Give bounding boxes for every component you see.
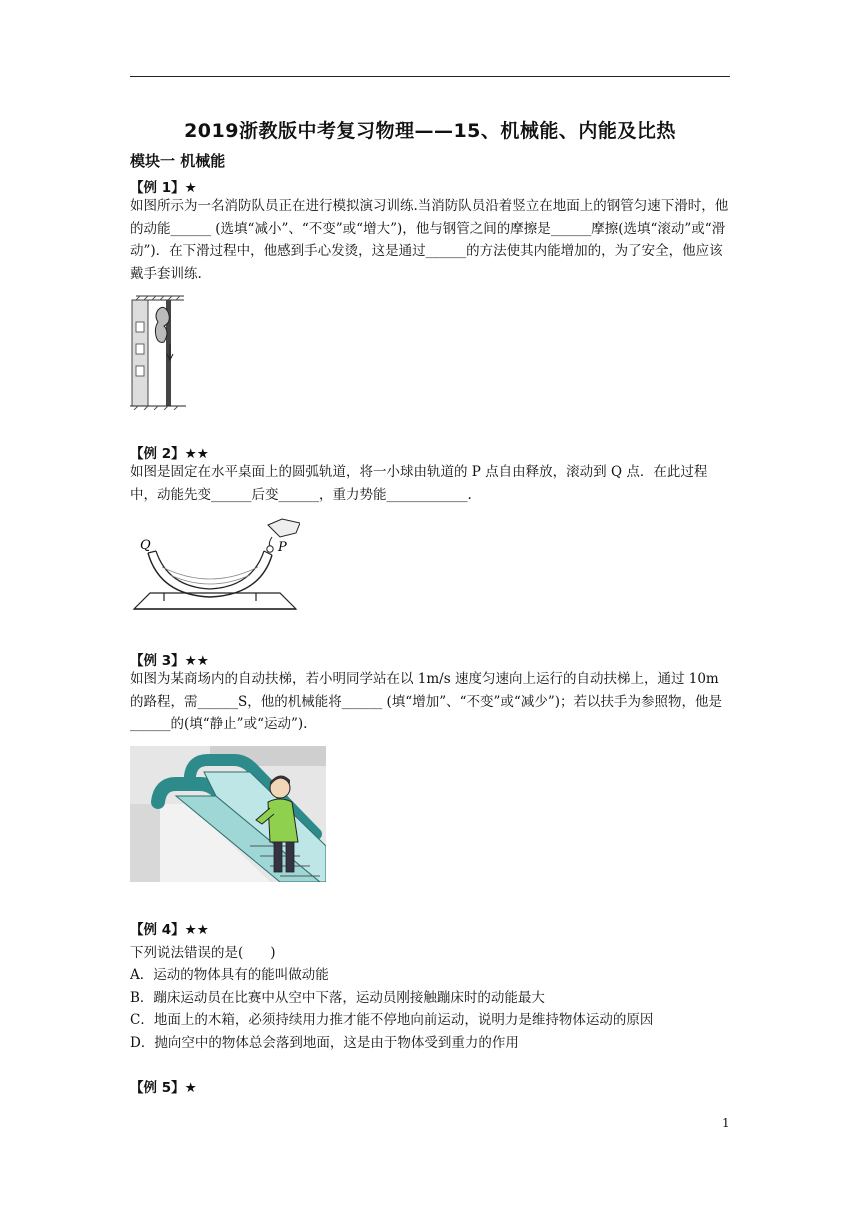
- label-p: P: [278, 540, 287, 555]
- example-3-text: 如图为某商场内的自动扶梯，若小明同学站在以 1m/s 速度匀速向上运行的自动扶梯上，通过 10m 的路程，需______S，他的机械能将______ (填“增加”、“不变”或“减少”)；若以扶手为参照物，他是______的(填“静止”或“运动”).: [130, 671, 722, 732]
- arc-track-figure: [130, 515, 300, 613]
- example-2-heading: 【例 2】★★: [130, 446, 209, 462]
- page-title: 2019浙教版中考复习物理——15、机械能、内能及比热: [184, 120, 676, 142]
- example-3-heading: 【例 3】★★: [130, 653, 209, 669]
- example-4-question: 下列说法错误的是( ): [130, 945, 276, 961]
- firefighter-pole-figure: [130, 292, 186, 410]
- example-1-heading: 【例 1】★: [130, 180, 197, 196]
- example-1-text: 如图所示为一名消防队员正在进行模拟演习训练.当消防队员沿着竖立在地面上的钢管匀速下滑时，他的动能______ (选填“减小”、“不变”或“增大”)，他与钢管之间的摩擦是______摩擦(选填“滚动”或“滑动”)．在下滑过程中，他感到手心发烫，这是通过______的方法使其内能增加的，为了安全，他应该戴手套训练.: [130, 198, 729, 282]
- header-rule: [130, 76, 730, 77]
- option-b: B．蹦床运动员在比赛中从空中下落，运动员刚接触蹦床时的动能最大: [130, 990, 545, 1006]
- example-2-text: 如图是固定在水平桌面上的圆弧轨道，将一小球由轨道的 P 点自由释放，滚动到 Q 点．在此过程中，动能先变______后变______，重力势能____________.: [130, 464, 708, 503]
- option-d: D．抛向空中的物体总会落到地面，这是由于物体受到重力的作用: [130, 1035, 519, 1051]
- label-q: Q: [140, 538, 151, 553]
- page-number: 1: [722, 1116, 730, 1130]
- module-heading: 模块一 机械能: [130, 152, 226, 170]
- option-c: C．地面上的木箱，必须持续用力推才能不停地向前运动，说明力是维持物体运动的原因: [130, 1012, 654, 1028]
- option-a: A．运动的物体具有的能叫做动能: [130, 967, 329, 983]
- escalator-figure: [130, 746, 326, 882]
- example-5-heading: 【例 5】★: [130, 1080, 197, 1096]
- example-4-heading: 【例 4】★★: [130, 922, 209, 938]
